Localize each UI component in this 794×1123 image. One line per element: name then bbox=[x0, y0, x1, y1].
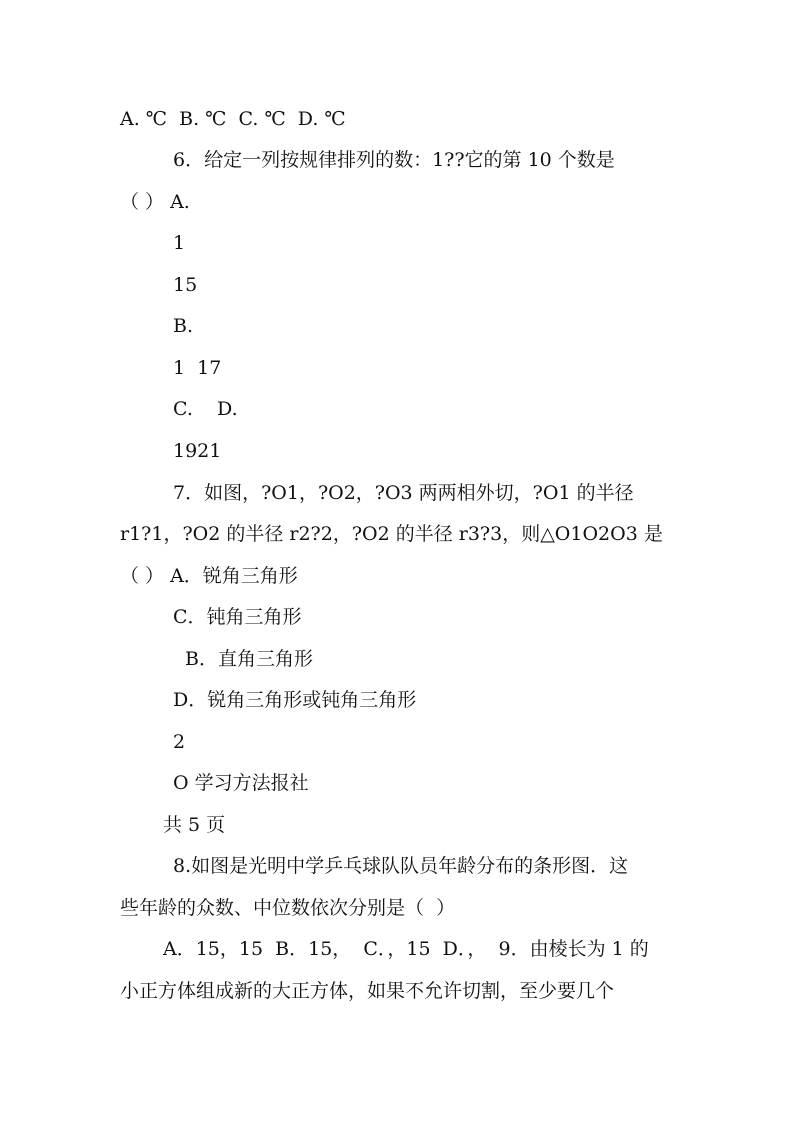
q7-option-c: C．钝角三角形 bbox=[173, 606, 302, 628]
q7-option-a: （ ） A．锐角三角形 bbox=[120, 565, 298, 587]
q9-question-line2: 小正方体组成新的大正方体，如果不允许切割，至少要几个 bbox=[120, 980, 615, 1002]
q8-question-line2: 些年龄的众数、中位数依次分别是（ ） bbox=[120, 897, 456, 919]
q8-options-q9-start: A．15，15 B．15， C．，15 D．， 9．由棱长为 1 的 bbox=[163, 938, 649, 960]
q6-bracket-option-a: （ ） A. bbox=[120, 191, 190, 213]
q6-cd-values: 1921 bbox=[173, 440, 222, 462]
q6-a-denominator: 15 bbox=[173, 274, 198, 296]
q7-question-line2: r1?1，?O2 的半径 r2?2，?O2 的半径 r3?3，则△O1O2O3 是 bbox=[120, 523, 663, 545]
q6-options-cd: C. D. bbox=[173, 398, 238, 420]
q6-option-b: B. bbox=[173, 315, 194, 337]
total-pages: 共 5 页 bbox=[163, 814, 226, 836]
q7-question-line1: 7．如图，?O1，?O2，?O3 两两相外切，?O1 的半径 bbox=[173, 482, 634, 504]
q6-question: 6．给定一列按规律排列的数：1??它的第 10 个数是 bbox=[173, 149, 615, 171]
q7-option-b: B．直角三角形 bbox=[185, 648, 313, 670]
q7-option-d: D．锐角三角形或钝角三角形 bbox=[173, 689, 417, 711]
q6-a-numerator: 1 bbox=[173, 232, 186, 254]
publisher-text: O 学习方法报社 bbox=[173, 772, 309, 794]
q6-b-value: 1 17 bbox=[173, 357, 222, 379]
page-number: 2 bbox=[173, 731, 186, 753]
q8-question-line1: 8.如图是光明中学乒乓球队队员年龄分布的条形图．这 bbox=[173, 855, 629, 877]
q5-options: A. ℃ B. ℃ C. ℃ D. ℃ bbox=[120, 108, 346, 130]
